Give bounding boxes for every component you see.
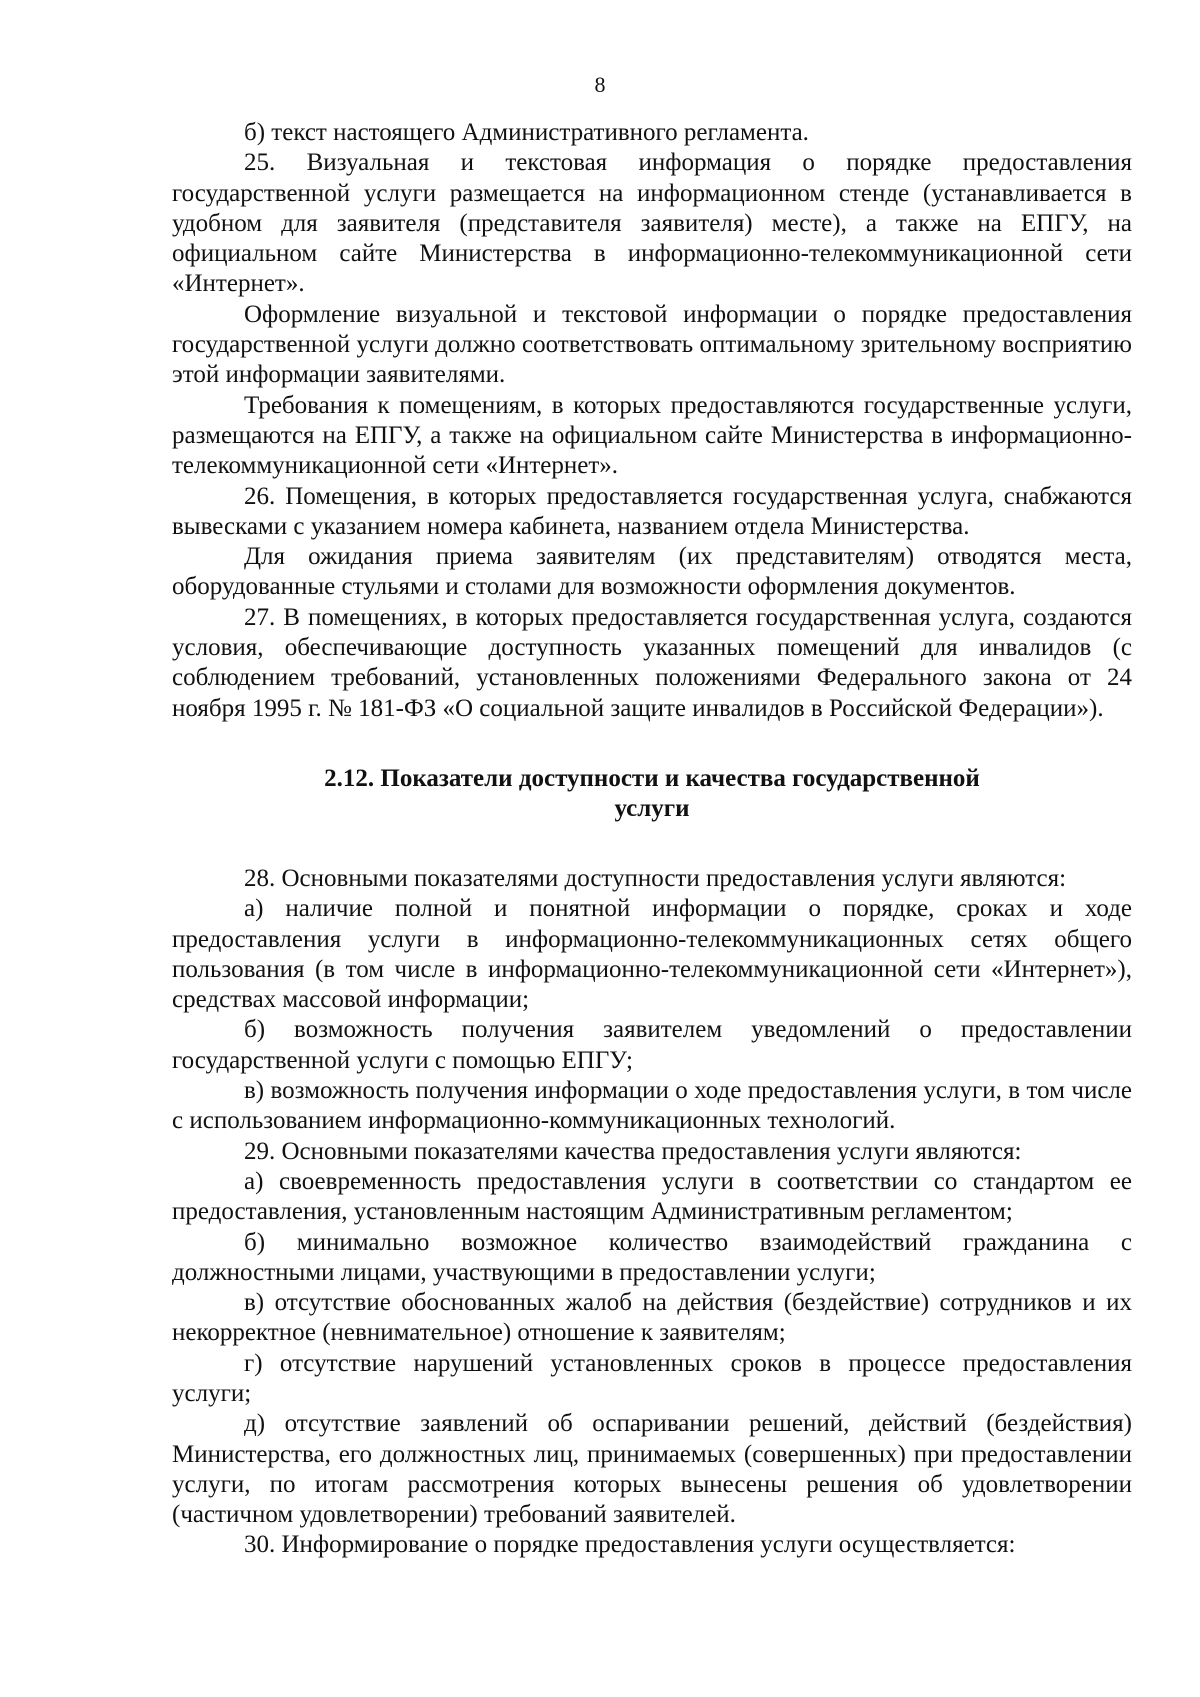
paragraph-waiting-places: Для ожидания приема заявителям (их представителям) отводятся места, оборудованные стульями и столами для возможности оформления документов. <box>172 543 1132 601</box>
paragraph-28-b: б) возможность получения заявителем уведомлений о предоставлении государственной услуги с помощью ЕПГУ; <box>172 1016 1132 1074</box>
paragraph-29-b: б) минимально возможное количество взаимодействий гражданина с должностными лицами, участвующими в предоставлении услуги; <box>172 1228 1132 1286</box>
paragraph-29-a: а) своевременность предоставления услуги в соответствии со стандартом ее предоставления, установленным настоящим Административным регламентом; <box>172 1167 1132 1226</box>
paragraph-26: 26. Помещения, в которых предоставляется государственная услуга, снабжаются вывесками с указанием номера кабинета, названием отдела Министерства. <box>172 482 1132 540</box>
paragraph-29-g: г) отсутствие нарушений установленных сроков в процессе предоставления услуги; <box>172 1349 1132 1407</box>
paragraph-27: 27. В помещениях, в которых предоставляется государственная услуга, создаются условия, обеспечивающие доступность указанных помещений для инвалидов (с соблюдением требований, установленных положениями Федерального закона от 24 ноября 1995 г. № 181-ФЗ «О социальной защите инвалидов в Российской Федерации»). <box>172 603 1132 722</box>
section-heading-line-2: услуги <box>614 794 690 822</box>
section-heading-line-1: 2.12. Показатели доступности и качества государственной <box>324 764 980 792</box>
paragraph-28: 28. Основными показателями доступности предоставления услуги являются: <box>244 864 1067 892</box>
paragraph-29: 29. Основными показателями качества предоставления услуги являются: <box>244 1137 1022 1165</box>
paragraph-29-d: д) отсутствие заявлений об оспаривании решений, действий (бездействия) Министерства, его должностных лиц, принимаемых (совершенных) при предоставлении услуги, по итогам рассмотрения которых вынесены решения об удовлетворении (частичном удовлетворении) требований заявителей. <box>172 1410 1132 1529</box>
paragraph-premises-requirements: Требования к помещениям, в которых предоставляются государственные услуги, размещаются на ЕПГУ, а также на официальном сайте Министерства в информационно-телекоммуникационной сети «Интернет». <box>172 391 1132 480</box>
paragraph-28-a: а) наличие полной и понятной информации о порядке, сроках и ходе предоставления услуги в информационно-телекоммуникационных сетях общего пользования (в том числе в информационно-телекоммуникационной сети «Интернет»), средствах массовой информации; <box>172 895 1132 1014</box>
paragraph-28-v: в) возможность получения информации о ходе предоставления услуги, в том числе с использованием информационно-коммуникационных технологий. <box>172 1077 1132 1135</box>
paragraph-visual-design: Оформление визуальной и текстовой информации о порядке предоставления государственной услуги должно соответствовать оптимальному зрительному восприятию этой информации заявителями. <box>172 300 1132 389</box>
paragraph-b-text-of-regulation: б) текст настоящего Административного регламента. <box>244 119 809 146</box>
section-heading <box>172 764 1132 824</box>
paragraph-29-v: в) отсутствие обоснованных жалоб на действия (бездействие) сотрудников и их некорректное (невнимательное) отношение к заявителям; <box>172 1289 1132 1347</box>
paragraph-25: 25. Визуальная и текстовая информация о порядке предоставления государственной услуги размещается на информационном стенде (устанавливается в удобном для заявителя (представителя заявителя) месте), а также на ЕПГУ, на официальном сайте Министерства в информационно-телекоммуникационной сети «Интернет». <box>172 149 1132 298</box>
paragraph-30: 30. Информирование о порядке предоставления услуги осуществляется: <box>244 1531 1016 1559</box>
page-number: 8 <box>594 72 606 97</box>
document-body <box>172 118 1132 1561</box>
